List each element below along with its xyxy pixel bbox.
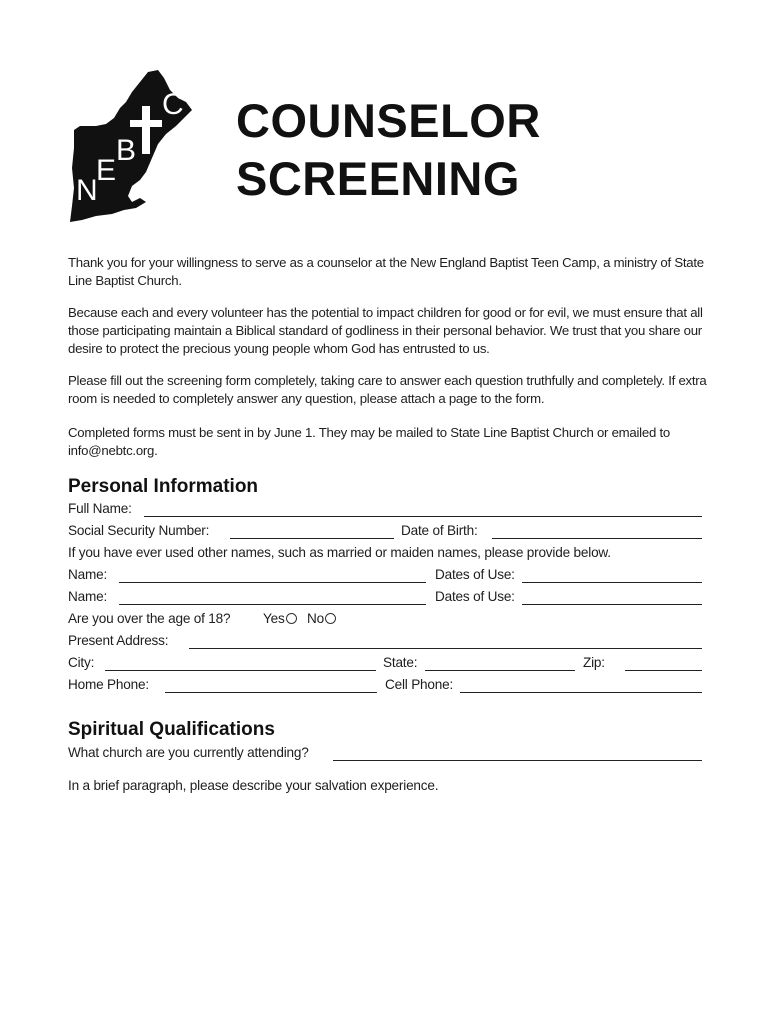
no-option[interactable] — [307, 611, 336, 626]
full-name-label: Full Name: — [68, 501, 132, 516]
present-address-label: Present Address: — [68, 633, 169, 648]
cell-phone-label: Cell Phone: — [385, 677, 454, 692]
city-field[interactable] — [105, 670, 376, 671]
phone-row — [68, 677, 702, 697]
home-phone-label: Home Phone: — [68, 677, 149, 692]
personal-info-heading: Personal Information — [68, 476, 259, 497]
name-field-1[interactable] — [119, 582, 426, 583]
other-names-note: If you have ever used other names, such as married or maiden names, please provide below. — [68, 545, 611, 560]
home-phone-field[interactable] — [165, 692, 377, 693]
yes-option[interactable] — [263, 611, 297, 626]
intro-paragraph-4: Completed forms must be sent in by June 1. They may be mailed to State Line Baptist Church or emailed to info@nebtc.org. — [68, 425, 670, 458]
city-label: City: — [68, 655, 95, 670]
zip-field[interactable] — [625, 670, 702, 671]
logo-letter-c: C — [162, 88, 184, 121]
church-row — [68, 745, 702, 765]
dates-of-use-label-2: Dates of Use: — [435, 589, 515, 604]
logo-letter-b: B — [116, 134, 137, 167]
full-name-field[interactable] — [144, 516, 702, 517]
other-name-row-2 — [68, 589, 702, 609]
state-label: State: — [383, 655, 418, 670]
present-address-field[interactable] — [189, 648, 702, 649]
title-line-2: SCREENING — [236, 152, 520, 205]
dates-of-use-field-2[interactable] — [522, 604, 702, 605]
dates-of-use-field-1[interactable] — [522, 582, 702, 583]
no-radio[interactable] — [325, 613, 336, 624]
zip-label: Zip: — [583, 655, 605, 670]
dates-of-use-label-1: Dates of Use: — [435, 567, 515, 582]
cell-phone-field[interactable] — [460, 692, 702, 693]
ssn-dob-row — [68, 523, 702, 543]
salvation-prompt: In a brief paragraph, please describe your salvation experience. — [68, 778, 439, 793]
spiritual-heading: Spiritual Qualifications — [68, 719, 275, 740]
salvation-row — [68, 778, 702, 798]
other-name-row-1 — [68, 567, 702, 587]
logo-letter-n: N — [76, 174, 98, 207]
church-field[interactable] — [333, 760, 702, 761]
church-question: What church are you currently attending? — [68, 745, 309, 760]
title-line-1: COUNSELOR — [236, 94, 541, 147]
other-names-row — [68, 545, 702, 565]
state-field[interactable] — [425, 670, 575, 671]
ssn-field[interactable] — [230, 538, 394, 539]
age-row — [68, 611, 702, 631]
city-state-zip-row — [68, 655, 702, 675]
cross-icon — [142, 106, 150, 154]
logo-letter-e: E — [96, 154, 117, 187]
intro-paragraph-1: Thank you for your willingness to serve as a counselor at the New England Baptist Teen Camp, a ministry of State Line Baptist Church. — [68, 255, 704, 288]
ssn-label: Social Security Number: — [68, 523, 210, 538]
salvation-answer-area[interactable] — [68, 804, 702, 994]
intro-paragraph-3: Please fill out the screening form completely, taking care to answer each question truthfully and completely. If extra room is needed to completely answer any question, please attach a page to the form. — [68, 373, 707, 406]
intro-paragraph-2: Because each and every volunteer has the potential to impact children for good or for evil, we must ensure that all those participating maintain a Biblical standard of godliness in their personal behavior. We trust that you share our desire to protect the precious young people whom God has entrusted to us. — [68, 305, 703, 356]
address-row — [68, 633, 702, 653]
name-label-2: Name: — [68, 589, 108, 604]
age-question: Are you over the age of 18? — [68, 611, 231, 626]
page-title — [236, 92, 541, 208]
dob-field[interactable] — [492, 538, 702, 539]
no-label: No — [307, 611, 324, 626]
yes-label: Yes — [263, 611, 285, 626]
yes-radio[interactable] — [286, 613, 297, 624]
name-field-2[interactable] — [119, 604, 426, 605]
dob-label: Date of Birth: — [401, 523, 478, 538]
nebtc-logo — [66, 68, 194, 224]
name-label-1: Name: — [68, 567, 108, 582]
full-name-row — [68, 501, 702, 521]
